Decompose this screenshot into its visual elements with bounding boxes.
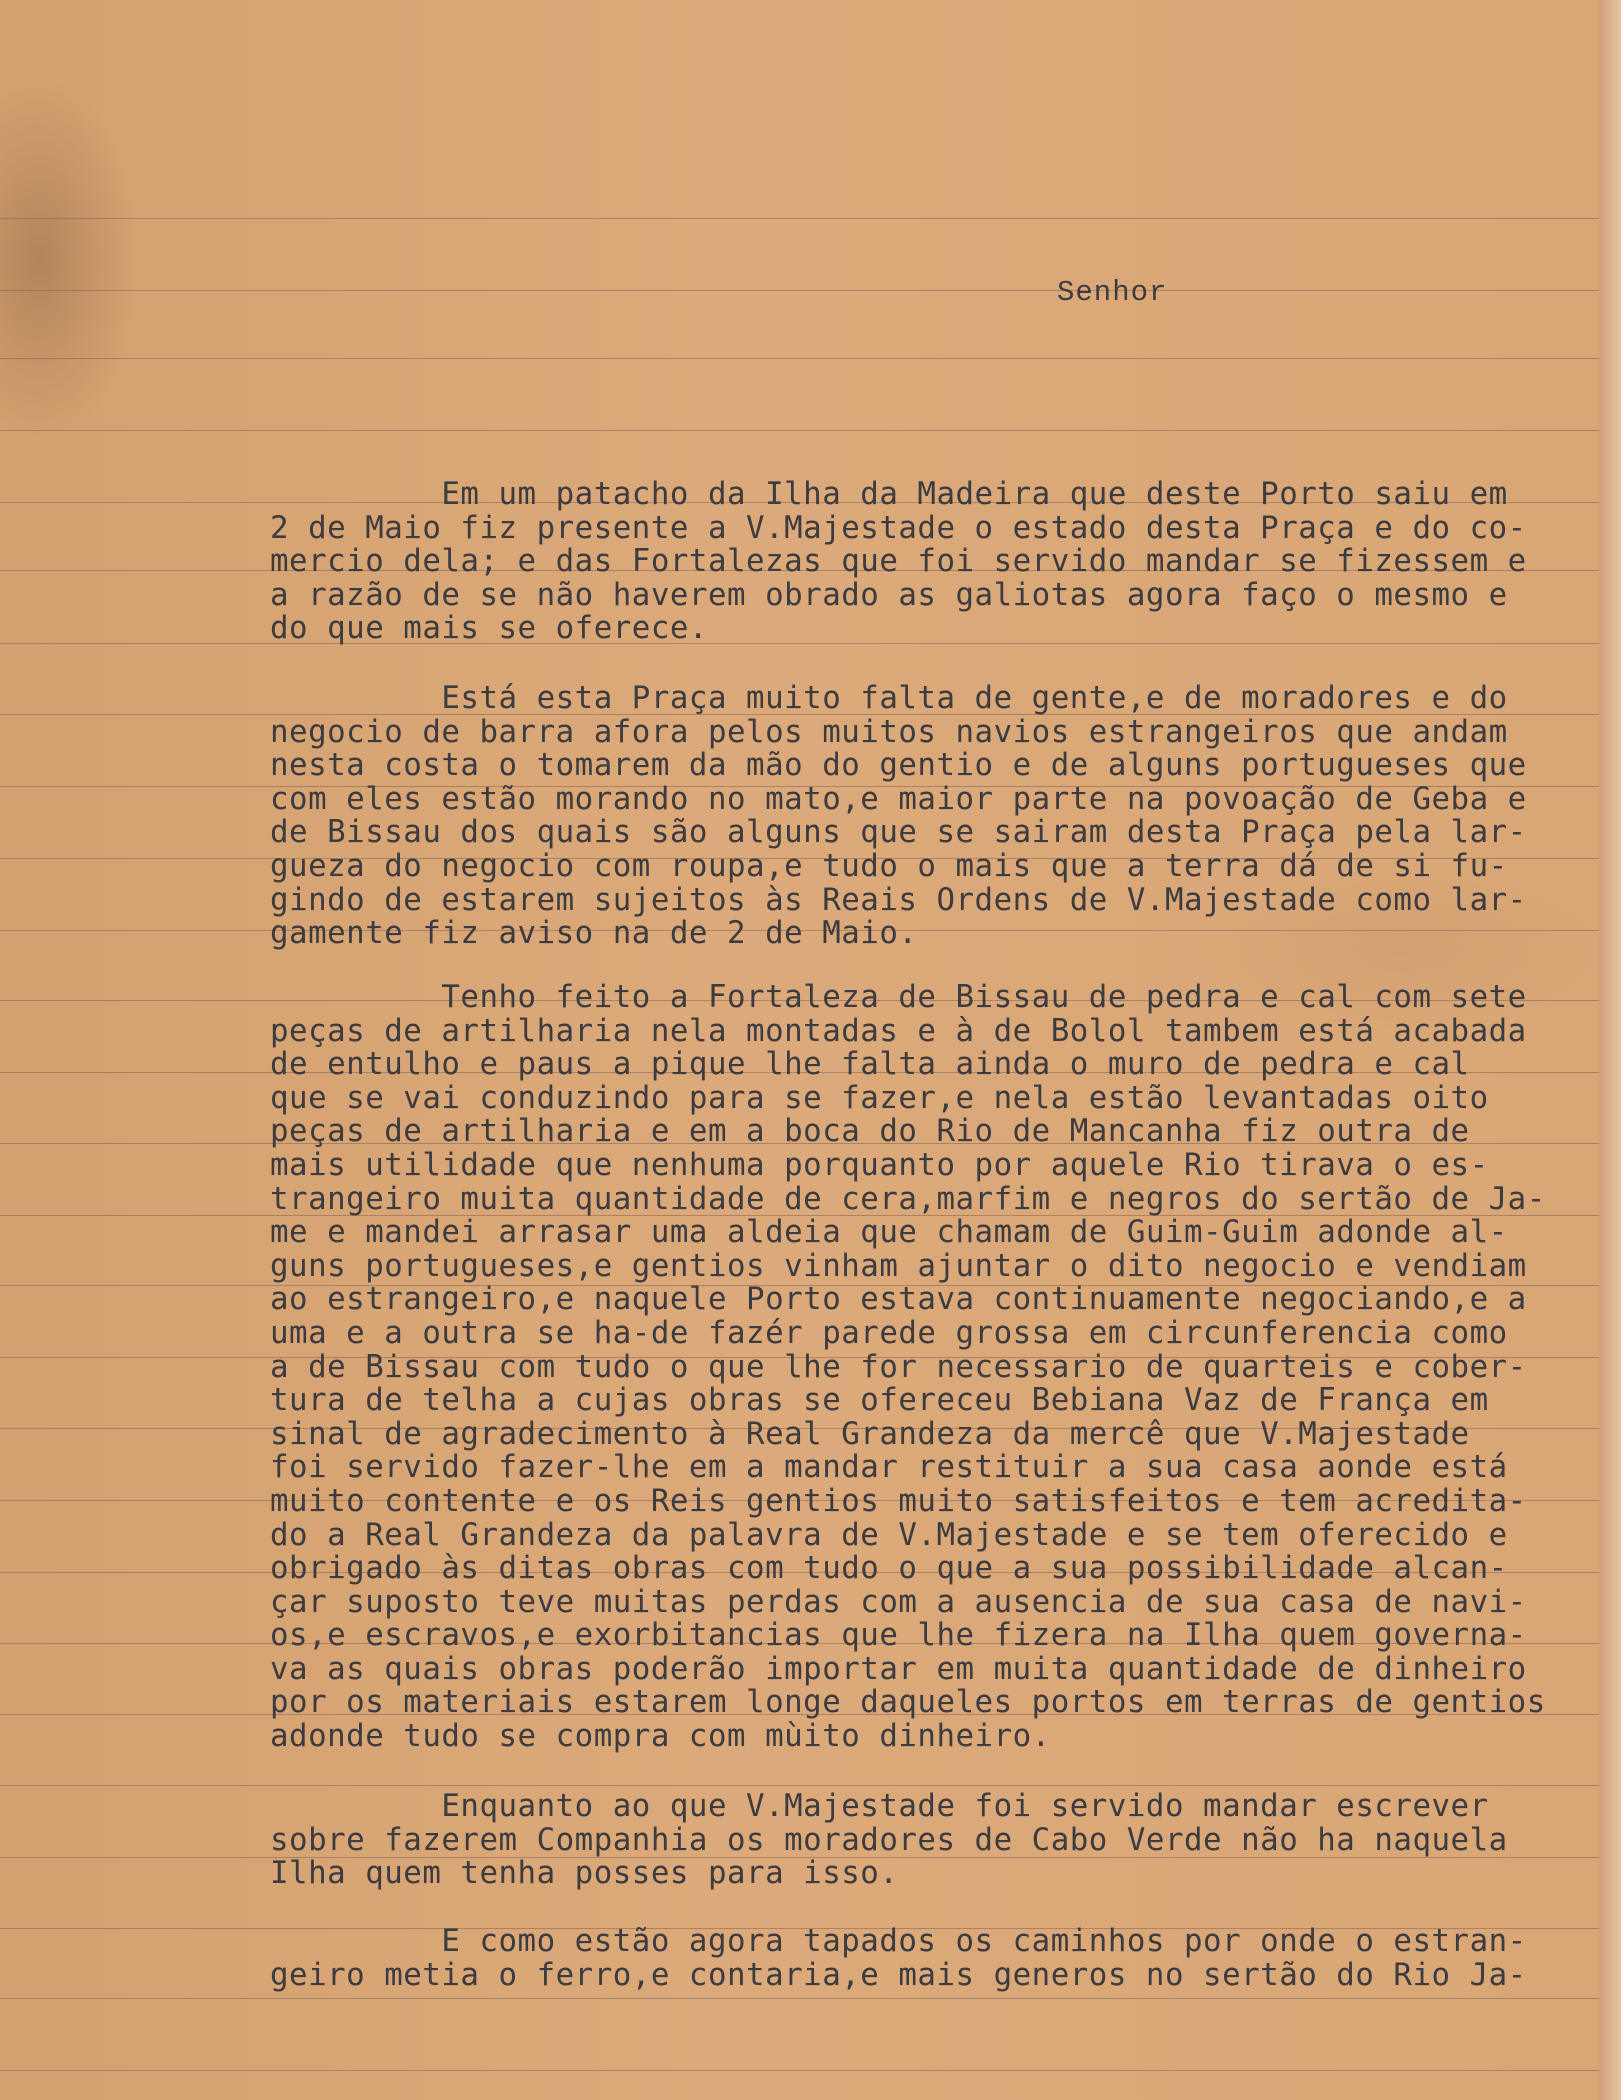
text-line: negocio de barra afora pelos muitos navios estrangeiros que andam <box>270 713 1508 750</box>
text-line: muito contente e os Reis gentios muito satisfeitos e tem acredita- <box>270 1482 1527 1519</box>
ruled-line <box>0 430 1599 431</box>
text-line: tura de telha a cujas obras se ofereceu Bebiana Vaz de França em <box>270 1382 1489 1419</box>
text-line: a razão de se não haverem obrado as galiotas agora faço o mesmo e <box>270 576 1508 613</box>
text-line: Em um patacho da Ilha da Madeira que deste Porto saiu em <box>270 476 1508 512</box>
text-line: Enquanto ao que V.Majestade foi servido mandar escrever <box>270 1788 1489 1824</box>
text-line: guns portugueses,e gentios vinham ajuntar o dito negocio e vendiam <box>270 1247 1527 1284</box>
text-line: gindo de estarem sujeitos às Reais Ordens de V.Majestade como lar- <box>270 881 1527 918</box>
ruled-line <box>0 218 1599 219</box>
text-line: nesta costa o tomarem da mão do gentio e de alguns portugueses que <box>270 747 1527 784</box>
salutation: Senhor <box>1057 276 1168 309</box>
text-line: obrigado às ditas obras com tudo o que a sua possibilidade alcan- <box>270 1550 1508 1587</box>
text-line: do que mais se oferece. <box>270 610 708 647</box>
text-line: çar suposto teve muitas perdas com a ausencia de sua casa de navi- <box>270 1583 1527 1620</box>
ruled-line <box>0 1998 1599 1999</box>
text-line: ao estrangeiro,e naquele Porto estava continuamente negociando,e a <box>270 1281 1527 1318</box>
text-line: adonde tudo se compra com mùito dinheiro. <box>270 1718 1051 1755</box>
text-line: trangeiro muita quantidade de cera,marfim e negros do sertão de Ja- <box>270 1180 1546 1217</box>
text-line: va as quais obras poderão importar em muita quantidade de dinheiro <box>270 1650 1527 1687</box>
text-line: 2 de Maio fiz presente a V.Majestade o estado desta Praça e do co- <box>270 509 1527 546</box>
text-line: do a Real Grandeza da palavra de V.Majestade e se tem oferecido e <box>270 1516 1508 1553</box>
text-line: mercio dela; e das Fortalezas que foi servido mandar se fizessem e <box>270 543 1527 580</box>
text-line: foi servido fazer-lhe em a mandar restituir a sua casa aonde está <box>270 1449 1508 1486</box>
text-line: geiro metia o ferro,e contaria,e mais generos no sertão do Rio Ja- <box>270 1956 1527 1993</box>
ruled-line <box>0 358 1599 359</box>
text-line: sobre fazerem Companhia os moradores de Cabo Verde não ha naquela <box>270 1821 1508 1858</box>
paragraph <box>270 682 1610 951</box>
paragraph <box>270 1790 1610 1891</box>
text-line: os,e escravos,e exorbitancias que lhe fizera na Ilha quem governa- <box>270 1617 1527 1654</box>
text-line: uma e a outra se ha-de fazér parede grossa em circunferencia como <box>270 1314 1508 1351</box>
text-line: que se vai conduzindo para se fazer,e nela estão levantadas oito <box>270 1079 1489 1116</box>
ruled-line <box>0 2070 1599 2071</box>
ruled-line <box>0 290 1599 291</box>
paragraph <box>270 1925 1610 1992</box>
ruled-line <box>0 1785 1599 1786</box>
text-line: a de Bissau com tudo o que lhe for necessario de quarteis e cober- <box>270 1348 1527 1385</box>
text-line: peças de artilharia e em a boca do Rio de Mancanha fiz outra de <box>270 1113 1470 1150</box>
text-line: de Bissau dos quais são alguns que se sairam desta Praça pela lar- <box>270 814 1527 851</box>
text-line: de entulho e paus a pique lhe falta ainda o muro de pedra e cal <box>270 1046 1470 1083</box>
text-line: Ilha quem tenha posses para isso. <box>270 1855 899 1892</box>
text-line: gueza do negocio com roupa,e tudo o mais que a terra dá de si fu- <box>270 847 1508 884</box>
text-line: por os materiais estarem longe daqueles portos em terras de gentios <box>270 1684 1546 1721</box>
text-line: Está esta Praça muito falta de gente,e de moradores e do <box>270 680 1508 716</box>
paragraph <box>270 478 1610 646</box>
text-line: com eles estão morando no mato,e maior parte na povoação de Geba e <box>270 780 1527 817</box>
text-line: E como estão agora tapados os caminhos por onde o estran- <box>270 1923 1527 1959</box>
text-line: peças de artilharia nela montadas e à de Bolol tambem está acabada <box>270 1012 1527 1049</box>
text-line: gamente fiz aviso na de 2 de Maio. <box>270 915 918 952</box>
text-line: me e mandei arrasar uma aldeia que chamam de Guim-Guim adonde al- <box>270 1214 1508 1251</box>
text-line: sinal de agradecimento à Real Grandeza da mercê que V.Majestade <box>270 1415 1470 1452</box>
text-line: Tenho feito a Fortaleza de Bissau de pedra e cal com sete <box>270 979 1527 1015</box>
text-line: mais utilidade que nenhuma porquanto por aquele Rio tirava o es- <box>270 1146 1489 1183</box>
paragraph <box>270 981 1610 1754</box>
